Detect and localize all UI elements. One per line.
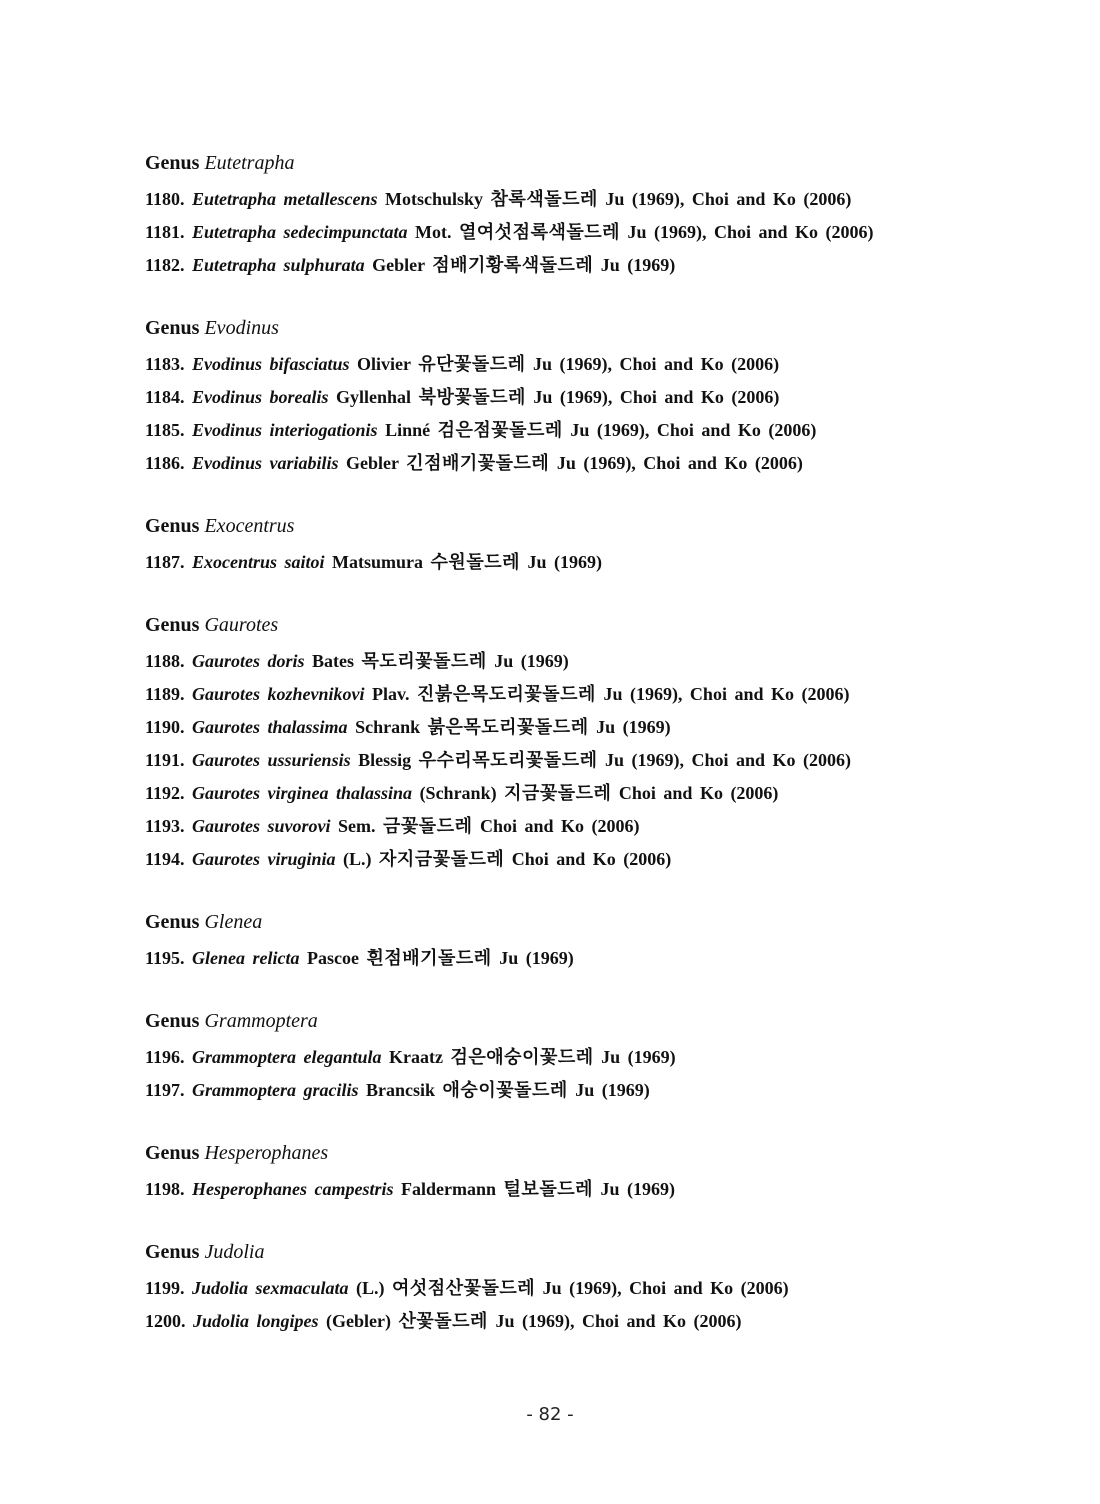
references: Ju (1969)	[575, 1080, 650, 1100]
references: Choi and Ko (2006)	[618, 783, 779, 803]
genus-name: Glenea	[204, 911, 263, 933]
korean-name: 유단꽃돌드레	[418, 354, 526, 375]
author-name: Bates	[312, 651, 355, 671]
scientific-name: Eutetrapha sulphurata	[192, 255, 365, 275]
korean-name: 털보돌드레	[503, 1179, 593, 1200]
genus-name: Evodinus	[204, 317, 279, 339]
entry-number: 1183.	[145, 354, 185, 374]
scientific-name: Grammoptera elegantula	[192, 1047, 382, 1067]
korean-name: 점배기황록색돌드레	[432, 255, 594, 276]
genus-section	[145, 1008, 1025, 1107]
species-entry	[145, 381, 1025, 414]
genus-heading	[145, 612, 1025, 638]
genus-label: Genus	[145, 152, 200, 174]
korean-name: 흰점배기돌드레	[366, 948, 492, 969]
references: Ju (1969)	[494, 651, 569, 671]
genus-heading	[145, 315, 1025, 341]
scientific-name: Evodinus bifasciatus	[192, 354, 350, 374]
genus-section	[145, 909, 1025, 975]
references: Ju (1969), Choi and Ko (2006)	[495, 1311, 742, 1331]
author-name: Gebler	[346, 453, 399, 473]
page-number: - 82 -	[526, 1404, 574, 1425]
scientific-name: Evodinus variabilis	[192, 453, 339, 473]
entry-number: 1193.	[145, 816, 185, 836]
korean-name: 붉은목도리꽃돌드레	[427, 717, 589, 738]
author-name: (L.)	[343, 849, 372, 869]
references: Ju (1969), Choi and Ko (2006)	[603, 684, 850, 704]
scientific-name: Hesperophanes campestris	[192, 1179, 394, 1199]
genus-name: Eutetrapha	[204, 152, 295, 174]
entry-number: 1195.	[145, 948, 185, 968]
references: Ju (1969), Choi and Ko (2006)	[533, 387, 780, 407]
genus-label: Genus	[145, 317, 200, 339]
author-name: Schrank	[355, 717, 421, 737]
species-entry	[145, 777, 1025, 810]
references: Ju (1969)	[499, 948, 574, 968]
references: Ju (1969), Choi and Ko (2006)	[542, 1278, 789, 1298]
genus-label: Genus	[145, 911, 200, 933]
korean-name: 검은애숭이꽃드레	[450, 1047, 594, 1068]
species-entry	[145, 183, 1025, 216]
korean-name: 목도리꽃돌드레	[361, 651, 487, 672]
entry-number: 1198.	[145, 1179, 185, 1199]
genus-name: Grammoptera	[204, 1010, 318, 1032]
scientific-name: Gaurotes doris	[192, 651, 305, 671]
author-name: Olivier	[357, 354, 411, 374]
korean-name: 산꽃돌드레	[398, 1311, 488, 1332]
species-entry	[145, 1272, 1025, 1305]
entry-number: 1185.	[145, 420, 185, 440]
scientific-name: Eutetrapha metallescens	[192, 189, 378, 209]
author-name: (L.)	[356, 1278, 385, 1298]
scientific-name: Evodinus borealis	[192, 387, 329, 407]
scientific-name: Gaurotes virginea thalassina	[192, 783, 413, 803]
references: Ju (1969)	[600, 1179, 675, 1199]
references: Ju (1969), Choi and Ko (2006)	[570, 420, 817, 440]
scientific-name: Eutetrapha sedecimpunctata	[192, 222, 408, 242]
korean-name: 지금꽃돌드레	[504, 783, 612, 804]
author-name: Gebler	[372, 255, 425, 275]
author-name: Linné	[385, 420, 431, 440]
genus-name: Gaurotes	[204, 614, 279, 636]
entry-number: 1192.	[145, 783, 185, 803]
korean-name: 검은점꽃돌드레	[437, 420, 563, 441]
korean-name: 금꽃돌드레	[383, 816, 473, 837]
scientific-name: Glenea relicta	[192, 948, 300, 968]
author-name: (Schrank)	[419, 783, 497, 803]
entry-number: 1187.	[145, 552, 185, 572]
genus-section	[145, 612, 1025, 876]
genus-section	[145, 315, 1025, 480]
scientific-name: Gaurotes kozhevnikovi	[192, 684, 365, 704]
references: Ju (1969)	[527, 552, 602, 572]
references: Choi and Ko (2006)	[511, 849, 672, 869]
genus-section	[145, 150, 1025, 282]
genus-heading	[145, 150, 1025, 176]
references: Ju (1969), Choi and Ko (2006)	[533, 354, 780, 374]
korean-name: 열여섯점록색돌드레	[459, 222, 621, 243]
species-entry	[145, 1041, 1025, 1074]
author-name: Pascoe	[307, 948, 359, 968]
author-name: Kraatz	[389, 1047, 444, 1067]
author-name: Mot.	[415, 222, 452, 242]
species-entry	[145, 546, 1025, 579]
korean-name: 수원돌드레	[430, 552, 520, 573]
korean-name: 자지금꽃돌드레	[379, 849, 505, 870]
author-name: Gyllenhal	[336, 387, 412, 407]
genus-label: Genus	[145, 1241, 200, 1263]
references: Ju (1969), Choi and Ko (2006)	[605, 189, 852, 209]
references: Ju (1969)	[601, 1047, 676, 1067]
species-list	[145, 150, 1025, 1371]
species-entry	[145, 1305, 1025, 1338]
entry-number: 1199.	[145, 1278, 185, 1298]
scientific-name: Gaurotes thalassima	[192, 717, 348, 737]
species-entry	[145, 942, 1025, 975]
entry-number: 1188.	[145, 651, 185, 671]
scientific-name: Grammoptera gracilis	[192, 1080, 359, 1100]
author-name: (Gebler)	[326, 1311, 391, 1331]
korean-name: 여섯점산꽃돌드레	[392, 1278, 536, 1299]
species-entry	[145, 744, 1025, 777]
entry-number: 1196.	[145, 1047, 185, 1067]
genus-name: Exocentrus	[204, 515, 295, 537]
species-entry	[145, 348, 1025, 381]
genus-heading	[145, 1008, 1025, 1034]
entry-number: 1181.	[145, 222, 185, 242]
entry-number: 1190.	[145, 717, 185, 737]
species-entry	[145, 645, 1025, 678]
korean-name: 진붉은목도리꽃돌드레	[417, 684, 596, 705]
scientific-name: Gaurotes viruginia	[192, 849, 336, 869]
scientific-name: Gaurotes ussuriensis	[192, 750, 351, 770]
species-entry	[145, 810, 1025, 843]
author-name: Brancsik	[366, 1080, 436, 1100]
genus-heading	[145, 1239, 1025, 1265]
genus-label: Genus	[145, 614, 200, 636]
species-entry	[145, 216, 1025, 249]
author-name: Motschulsky	[385, 189, 484, 209]
entry-number: 1184.	[145, 387, 185, 407]
references: Ju (1969), Choi and Ko (2006)	[556, 453, 803, 473]
entry-number: 1200.	[145, 1311, 186, 1331]
entry-number: 1191.	[145, 750, 185, 770]
entry-number: 1194.	[145, 849, 185, 869]
genus-label: Genus	[145, 1142, 200, 1164]
species-entry	[145, 1173, 1025, 1206]
species-entry	[145, 843, 1025, 876]
references: Ju (1969), Choi and Ko (2006)	[604, 750, 852, 770]
entry-number: 1197.	[145, 1080, 185, 1100]
genus-section	[145, 1239, 1025, 1338]
references: Choi and Ko (2006)	[479, 816, 640, 836]
scientific-name: Gaurotes suvorovi	[192, 816, 331, 836]
korean-name: 우수리목도리꽃돌드레	[418, 750, 598, 771]
genus-name: Judolia	[204, 1241, 265, 1263]
author-name: Blessig	[358, 750, 412, 770]
genus-heading	[145, 909, 1025, 935]
scientific-name: Evodinus interiogationis	[192, 420, 378, 440]
entry-number: 1189.	[145, 684, 185, 704]
entry-number: 1182.	[145, 255, 185, 275]
scientific-name: Judolia longipes	[193, 1311, 319, 1331]
author-name: Faldermann	[401, 1179, 497, 1199]
korean-name: 긴점배기꽃돌드레	[406, 453, 550, 474]
species-entry	[145, 249, 1025, 282]
genus-label: Genus	[145, 1010, 200, 1032]
species-entry	[145, 678, 1025, 711]
genus-section	[145, 1140, 1025, 1206]
species-entry	[145, 447, 1025, 480]
genus-section	[145, 513, 1025, 579]
entry-number: 1186.	[145, 453, 185, 473]
references: Ju (1969)	[600, 255, 676, 275]
korean-name: 애숭이꽃돌드레	[442, 1080, 568, 1101]
entry-number: 1180.	[145, 189, 185, 209]
author-name: Sem.	[338, 816, 376, 836]
references: Ju (1969)	[596, 717, 671, 737]
author-name: Matsumura	[332, 552, 424, 572]
species-entry	[145, 1074, 1025, 1107]
genus-name: Hesperophanes	[204, 1142, 329, 1164]
korean-name: 참록색돌드레	[490, 189, 598, 210]
author-name: Plav.	[372, 684, 410, 704]
references: Ju (1969), Choi and Ko (2006)	[627, 222, 874, 242]
genus-heading	[145, 513, 1025, 539]
genus-label: Genus	[145, 515, 200, 537]
korean-name: 북방꽃돌드레	[418, 387, 526, 408]
species-entry	[145, 711, 1025, 744]
scientific-name: Exocentrus saitoi	[192, 552, 325, 572]
species-entry	[145, 414, 1025, 447]
genus-heading	[145, 1140, 1025, 1166]
scientific-name: Judolia sexmaculata	[192, 1278, 349, 1298]
